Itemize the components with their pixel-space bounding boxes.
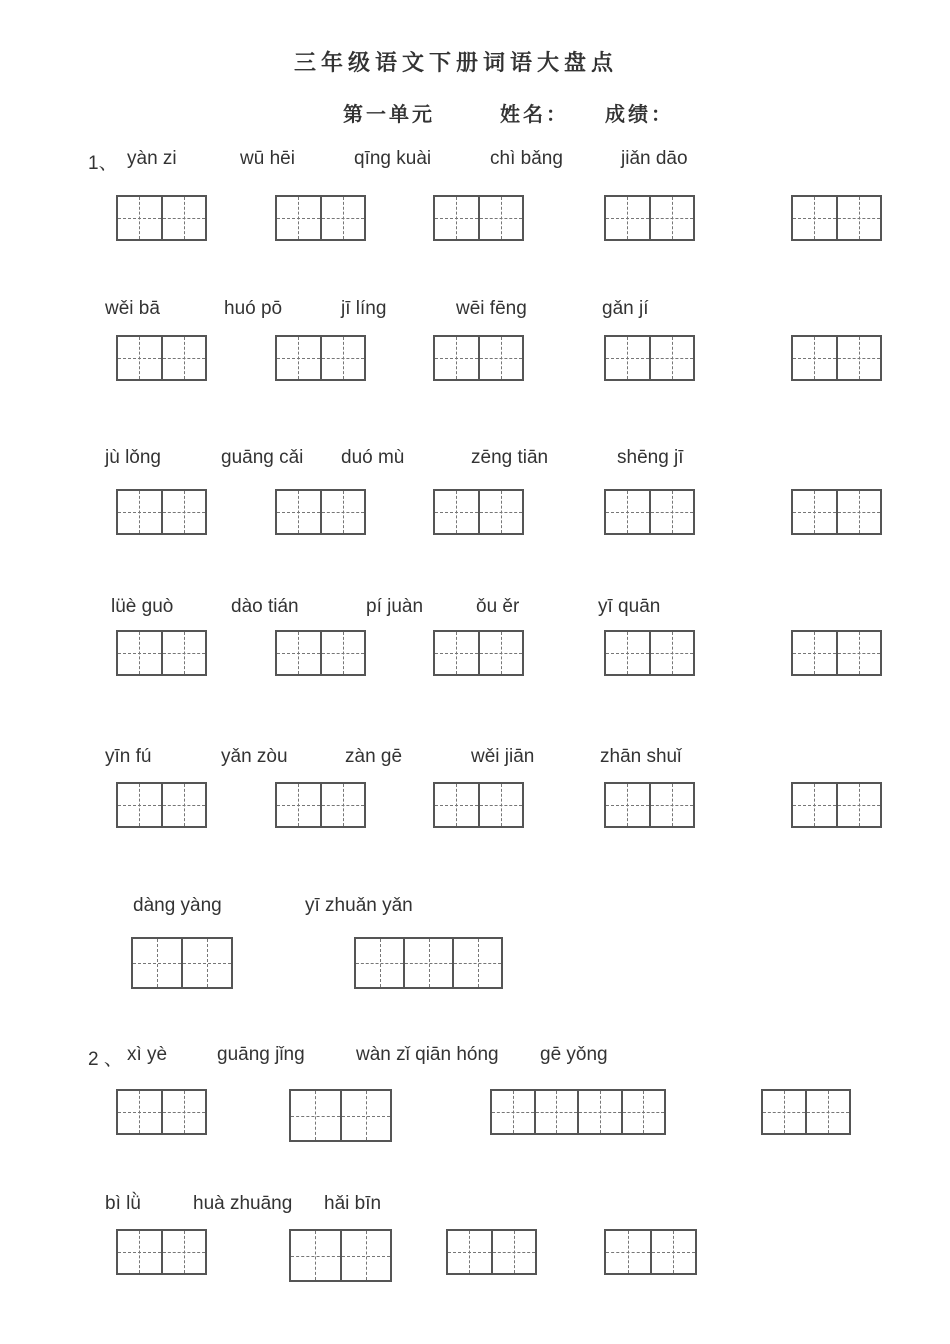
tian-grid-cell[interactable] — [118, 1091, 161, 1133]
tian-grid-cell[interactable] — [133, 939, 181, 987]
tian-grid-cell[interactable] — [277, 491, 320, 533]
answer-box[interactable] — [289, 1089, 392, 1142]
answer-box[interactable] — [433, 782, 524, 828]
pinyin-word: xì yè — [127, 1044, 168, 1065]
tian-grid-cell[interactable] — [340, 1091, 391, 1140]
tian-grid-cell[interactable] — [435, 491, 478, 533]
answer-box[interactable] — [791, 782, 882, 828]
tian-grid-cell[interactable] — [320, 784, 365, 826]
pinyin-word: shēng jī — [617, 447, 684, 468]
answer-box[interactable] — [791, 630, 882, 676]
tian-grid-cell[interactable] — [491, 1231, 536, 1273]
answer-box[interactable] — [275, 195, 366, 241]
pinyin-word: lüè guò — [111, 596, 174, 617]
pinyin-word: bì lǜ — [105, 1193, 141, 1214]
pinyin-word: chì bǎng — [490, 148, 563, 169]
tian-grid-cell[interactable] — [161, 1091, 206, 1133]
tian-grid-cell[interactable] — [452, 939, 501, 987]
tian-grid-cell[interactable] — [649, 491, 694, 533]
answer-box[interactable] — [433, 489, 524, 535]
tian-grid-cell[interactable] — [793, 197, 836, 239]
tian-grid-cell[interactable] — [836, 337, 881, 379]
pinyin-word: wěi bā — [105, 298, 160, 319]
answer-box[interactable] — [116, 335, 207, 381]
tian-grid-cell[interactable] — [277, 197, 320, 239]
tian-grid-cell[interactable] — [161, 1231, 206, 1273]
tian-grid-cell[interactable] — [181, 939, 231, 987]
tian-grid-cell[interactable] — [118, 197, 161, 239]
tian-grid-cell[interactable] — [118, 632, 161, 674]
tian-grid-cell[interactable] — [291, 1091, 340, 1140]
page-title: 三年级语文下册词语大盘点 — [294, 51, 619, 76]
answer-box[interactable] — [275, 630, 366, 676]
tian-grid-cell[interactable] — [793, 491, 836, 533]
tian-grid-cell[interactable] — [118, 784, 161, 826]
pinyin-word: yǎn zòu — [221, 746, 288, 767]
tian-grid-cell[interactable] — [836, 632, 881, 674]
tian-grid-cell[interactable] — [650, 1231, 696, 1273]
tian-grid-cell[interactable] — [478, 491, 523, 533]
pinyin-word: wěi jiān — [471, 746, 535, 767]
answer-box[interactable] — [131, 937, 233, 989]
tian-grid-cell[interactable] — [793, 632, 836, 674]
tian-grid-cell[interactable] — [534, 1091, 578, 1133]
tian-grid-cell[interactable] — [161, 632, 206, 674]
tian-grid-cell[interactable] — [118, 491, 161, 533]
answer-box[interactable] — [791, 195, 882, 241]
tian-grid-cell[interactable] — [649, 784, 694, 826]
tian-grid-cell[interactable] — [763, 1091, 805, 1133]
pinyin-word: huà zhuāng — [193, 1193, 293, 1214]
answer-box[interactable] — [604, 782, 695, 828]
tian-grid-cell[interactable] — [606, 784, 649, 826]
pinyin-word: hǎi bīn — [324, 1193, 382, 1214]
pinyin-word: gē yǒng — [540, 1044, 608, 1065]
unit-label: 第一单元 — [343, 102, 435, 126]
pinyin-word: dàng yàng — [133, 895, 222, 916]
tian-grid-cell[interactable] — [606, 337, 649, 379]
tian-grid-cell[interactable] — [161, 337, 206, 379]
answer-box[interactable] — [761, 1089, 851, 1135]
tian-grid-cell[interactable] — [793, 784, 836, 826]
pinyin-word: yàn zi — [127, 148, 177, 169]
tian-grid-cell[interactable] — [621, 1091, 665, 1133]
tian-grid-cell[interactable] — [320, 197, 365, 239]
pinyin-word: qīng kuài — [354, 148, 432, 169]
tian-grid-cell[interactable] — [277, 632, 320, 674]
tian-grid-cell[interactable] — [277, 337, 320, 379]
pinyin-word: jiǎn dāo — [621, 148, 688, 169]
tian-grid-cell[interactable] — [435, 784, 478, 826]
pinyin-word: ǒu ěr — [476, 596, 520, 617]
tian-grid-cell[interactable] — [161, 197, 206, 239]
answer-box[interactable] — [791, 335, 882, 381]
score-label: 成绩： — [605, 102, 674, 126]
pinyin-word: yī zhuǎn yǎn — [305, 895, 413, 916]
pinyin-word: huó pō — [224, 298, 283, 319]
pinyin-word: zēng tiān — [471, 447, 549, 468]
answer-box[interactable] — [275, 335, 366, 381]
pinyin-word: wēi fēng — [456, 298, 527, 319]
tian-grid-cell[interactable] — [161, 784, 206, 826]
pinyin-word: dào tián — [231, 596, 299, 617]
pinyin-word: pí juàn — [366, 596, 424, 617]
answer-box[interactable] — [604, 195, 695, 241]
answer-box[interactable] — [116, 195, 207, 241]
tian-grid-cell[interactable] — [478, 632, 523, 674]
pinyin-word: guāng jǐng — [217, 1044, 305, 1065]
answer-box[interactable] — [116, 1229, 207, 1275]
pinyin-word: zàn gē — [345, 746, 403, 767]
answer-box[interactable] — [116, 630, 207, 676]
answer-box[interactable] — [433, 630, 524, 676]
answer-box[interactable] — [604, 335, 695, 381]
tian-grid-cell[interactable] — [320, 632, 365, 674]
answer-box[interactable] — [604, 1229, 697, 1275]
pinyin-word: zhān shuǐ — [600, 746, 682, 767]
tian-grid-cell[interactable] — [161, 491, 206, 533]
tian-grid-cell[interactable] — [478, 337, 523, 379]
answer-box[interactable] — [604, 489, 695, 535]
pinyin-word: yīn fú — [105, 746, 152, 767]
tian-grid-cell[interactable] — [836, 197, 881, 239]
tian-grid-cell[interactable] — [649, 632, 694, 674]
tian-grid-cell[interactable] — [836, 491, 881, 533]
name-label: 姓名： — [500, 102, 569, 126]
tian-grid-cell[interactable] — [577, 1091, 621, 1133]
tian-grid-cell[interactable] — [320, 491, 365, 533]
tian-grid-cell[interactable] — [435, 337, 478, 379]
tian-grid-cell[interactable] — [649, 197, 694, 239]
pinyin-word: gǎn jí — [602, 298, 649, 319]
answer-box[interactable] — [604, 630, 695, 676]
tian-grid-cell[interactable] — [435, 632, 478, 674]
tian-grid-cell[interactable] — [340, 1231, 391, 1280]
section-1-number: 1、 — [88, 153, 118, 174]
tian-grid-cell[interactable] — [649, 337, 694, 379]
tian-grid-cell[interactable] — [492, 1091, 534, 1133]
pinyin-word: jù lǒng — [105, 447, 161, 468]
answer-box[interactable] — [354, 937, 503, 989]
answer-box[interactable] — [275, 782, 366, 828]
answer-box[interactable] — [433, 195, 524, 241]
answer-box[interactable] — [490, 1089, 666, 1135]
tian-grid-cell[interactable] — [118, 337, 161, 379]
tian-grid-cell[interactable] — [277, 784, 320, 826]
tian-grid-cell[interactable] — [606, 197, 649, 239]
answer-box[interactable] — [446, 1229, 537, 1275]
answer-box[interactable] — [791, 489, 882, 535]
tian-grid-cell[interactable] — [403, 939, 452, 987]
tian-grid-cell[interactable] — [320, 337, 365, 379]
tian-grid-cell[interactable] — [478, 197, 523, 239]
tian-grid-cell[interactable] — [118, 1231, 161, 1273]
pinyin-word: yī quān — [598, 596, 661, 617]
pinyin-word: wū hēi — [240, 148, 295, 169]
tian-grid-cell[interactable] — [448, 1231, 491, 1273]
pinyin-word: guāng cǎi — [221, 447, 304, 468]
tian-grid-cell[interactable] — [793, 337, 836, 379]
tian-grid-cell[interactable] — [478, 784, 523, 826]
tian-grid-cell[interactable] — [291, 1231, 340, 1280]
tian-grid-cell[interactable] — [435, 197, 478, 239]
answer-box[interactable] — [116, 1089, 207, 1135]
pinyin-word: wàn zǐ qiān hóng — [356, 1044, 499, 1065]
tian-grid-cell[interactable] — [606, 491, 649, 533]
answer-box[interactable] — [116, 489, 207, 535]
pinyin-word: jī líng — [341, 298, 387, 319]
tian-grid-cell[interactable] — [606, 632, 649, 674]
tian-grid-cell[interactable] — [606, 1231, 650, 1273]
section-2-number: 2 、 — [88, 1049, 123, 1070]
pinyin-word: duó mù — [341, 447, 405, 468]
answer-box[interactable] — [275, 489, 366, 535]
tian-grid-cell[interactable] — [836, 784, 881, 826]
tian-grid-cell[interactable] — [356, 939, 403, 987]
answer-box[interactable] — [433, 335, 524, 381]
answer-box[interactable] — [116, 782, 207, 828]
tian-grid-cell[interactable] — [805, 1091, 849, 1133]
answer-box[interactable] — [289, 1229, 392, 1282]
